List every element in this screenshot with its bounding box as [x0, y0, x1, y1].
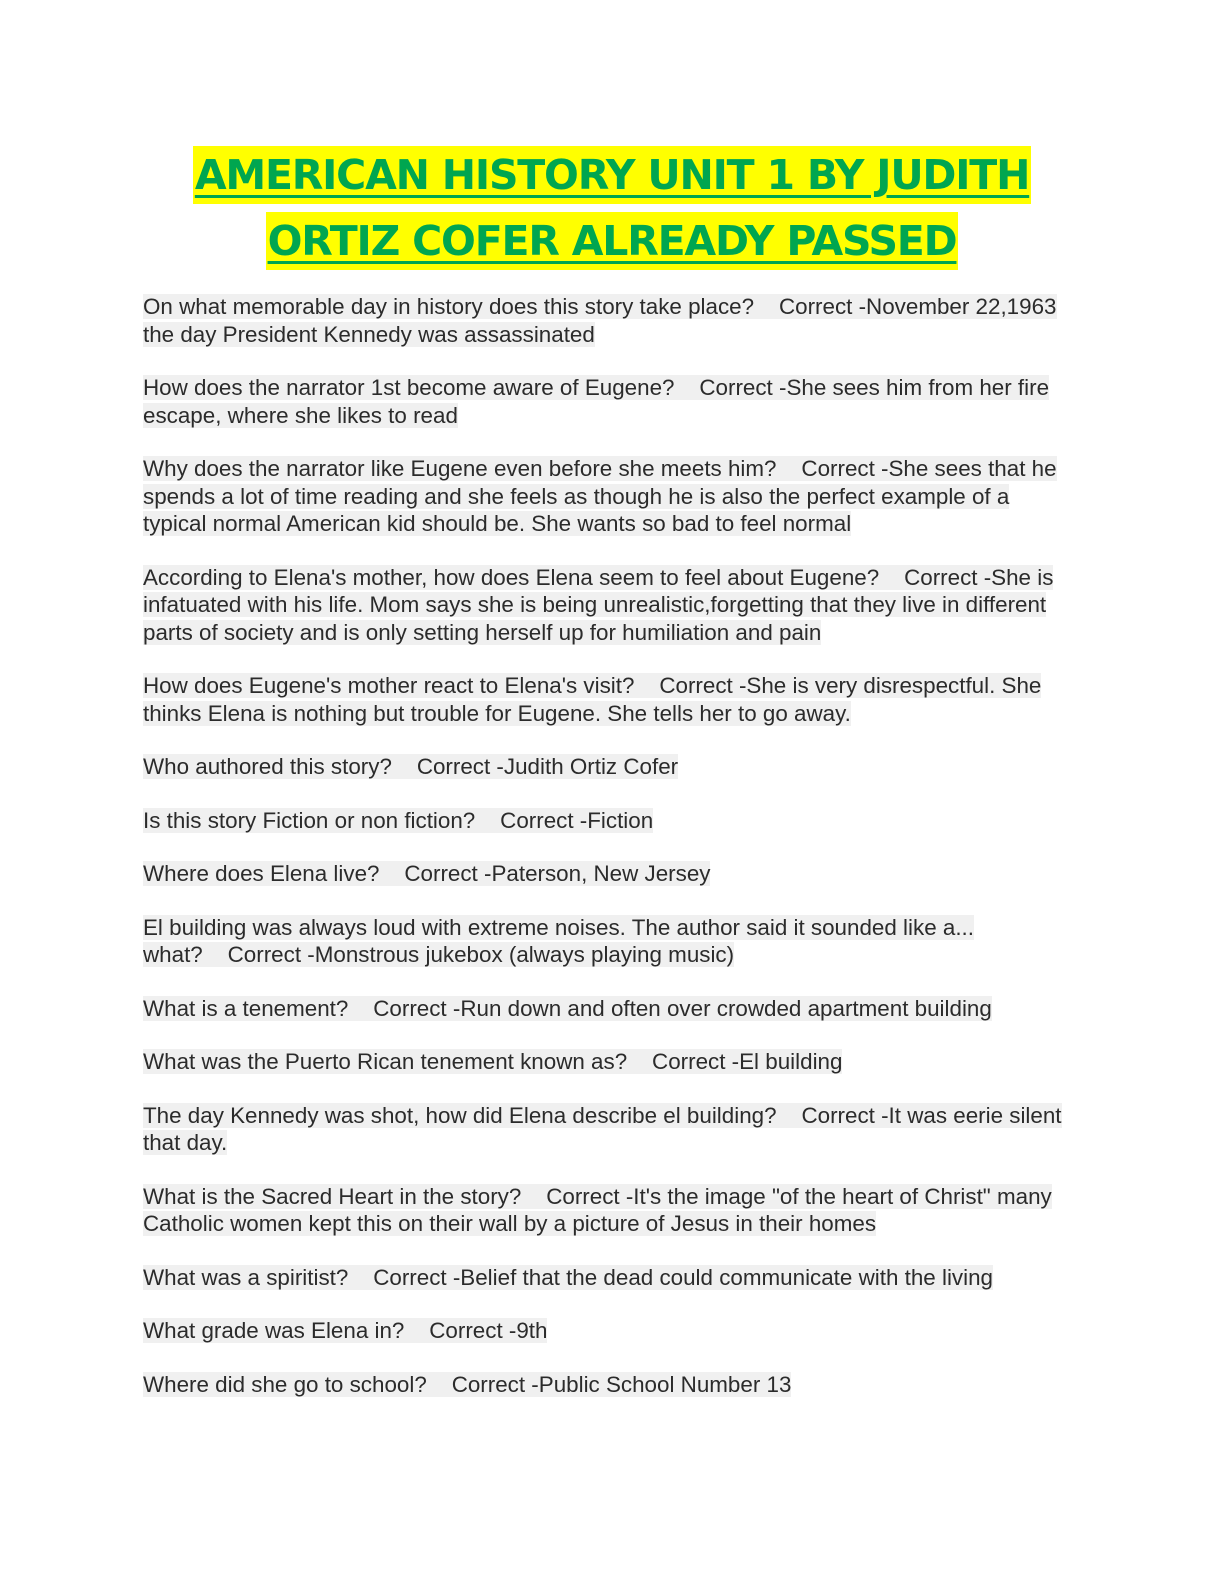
qa-item [143, 807, 1078, 835]
qa-item [143, 374, 1078, 429]
qa-item [143, 914, 1078, 969]
question-text: El building was always loud with extreme noises. The author said it sounded like a... what? [143, 914, 974, 967]
answer-text: Correct -Belief that the dead could communicate with the living [373, 1264, 993, 1290]
question-text: Where did she go to school? [143, 1371, 427, 1397]
question-text: What is a tenement? [143, 995, 349, 1021]
answer-text: Correct -It was eerie silent that day. [143, 1102, 1062, 1155]
qa-item [143, 1048, 1078, 1076]
answer-text: Correct -Fiction [500, 807, 654, 833]
answer-text: Correct -Public School Number 13 [451, 1371, 792, 1397]
title-line-2: ORTIZ COFER ALREADY PASSED [266, 212, 959, 270]
answer-text: Correct -El building [652, 1049, 843, 1074]
qa-item [143, 860, 1078, 888]
answer-text: Correct -9th [429, 1318, 548, 1343]
question-text: Is this story Fiction or non fiction? [143, 807, 476, 833]
answer-text: Correct -Monstrous jukebox (always playing music) [227, 942, 735, 967]
document-title [0, 146, 1224, 270]
question-text: According to Elena's mother, how does Elena seem to feel about Eugene? [143, 564, 880, 590]
qa-item [143, 1183, 1078, 1238]
answer-text: Correct -She is very disrespectful. She thinks Elena is nothing but trouble for Eugene. She tells her to go away. [143, 673, 1042, 726]
question-text: On what memorable day in history does this story take place? [143, 294, 755, 319]
question-text: How does Eugene's mother react to Elena's visit? [143, 673, 635, 698]
qa-item [143, 1371, 1078, 1399]
qa-item [143, 1317, 1078, 1345]
qa-item [143, 672, 1078, 727]
answer-text: Correct -She sees that he spends a lot of time reading and she feels as though he is also the perfect example of a typical normal American kid should be. She wants so bad to feel normal [143, 456, 1057, 536]
qa-list [143, 293, 1078, 1424]
answer-text: Correct -Judith Ortiz Cofer [416, 754, 679, 779]
answer-text: Correct -Run down and often over crowded apartment building [373, 995, 992, 1021]
answer-text: Correct -She sees him from her fire escape, where she likes to read [143, 375, 1050, 428]
qa-item [143, 1264, 1078, 1292]
qa-item [143, 455, 1078, 538]
answer-text: Correct -November 22,1963 the day President Kennedy was assassinated [143, 294, 1057, 347]
question-text: Why does the narrator like Eugene even before she meets him? [143, 456, 777, 481]
qa-item [143, 753, 1078, 781]
answer-text: Correct -She is infatuated with his life. Mom says she is being unrealistic,forgetting that they live in different parts of society and is only setting herself up for humiliation and pain [143, 564, 1054, 645]
question-text: Who authored this story? [143, 754, 392, 779]
qa-item [143, 564, 1078, 647]
title-line-1: AMERICAN HISTORY UNIT 1 BY JUDITH [193, 146, 1031, 204]
question-text: What is the Sacred Heart in the story? [143, 1183, 522, 1209]
question-text: What grade was Elena in? [143, 1318, 405, 1343]
question-text: What was a spiritist? [143, 1264, 349, 1290]
answer-text: Correct -It's the image "of the heart of Christ" many Catholic women kept this on their wall by a picture of Jesus in their homes [143, 1183, 1052, 1236]
question-text: Where does Elena live? [143, 861, 380, 886]
qa-item [143, 293, 1078, 348]
question-text: What was the Puerto Rican tenement known as? [143, 1049, 628, 1074]
answer-text: Correct -Paterson, New Jersey [404, 861, 711, 886]
question-text: How does the narrator 1st become aware of Eugene? [143, 375, 675, 400]
qa-item [143, 995, 1078, 1023]
question-text: The day Kennedy was shot, how did Elena describe el building? [143, 1102, 777, 1128]
qa-item [143, 1102, 1078, 1157]
